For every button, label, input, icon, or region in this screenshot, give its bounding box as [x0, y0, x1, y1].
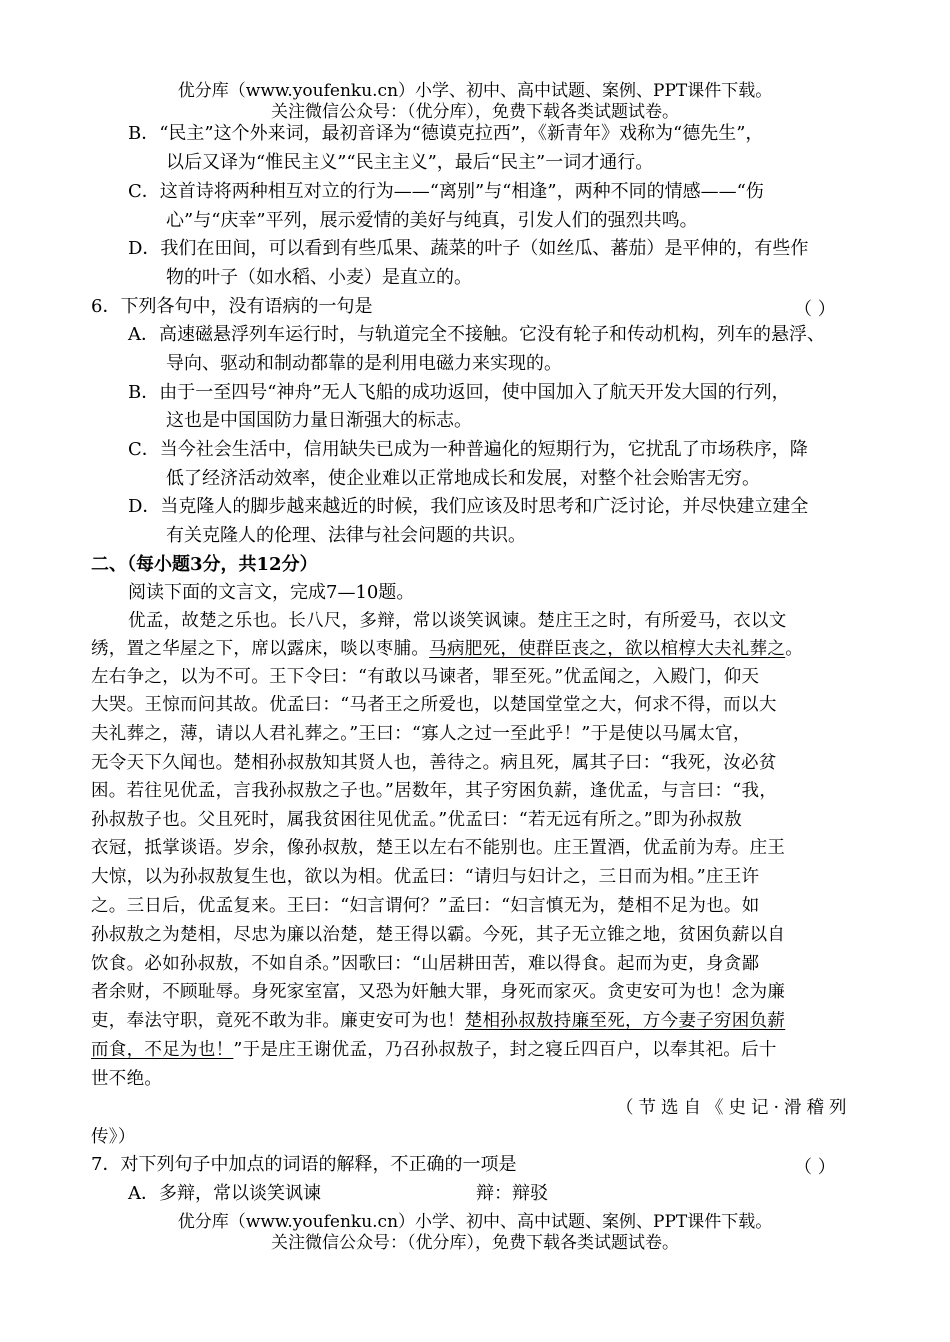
passage-line-2-text: 绣，置之华屋之下，席以露床，啖以枣脯。: [91, 639, 430, 659]
passage-line-5: 夫礼葬之，薄，请以人君礼葬之。”王曰：“寡人之过一至此乎！”于是使以马属太官，: [91, 724, 751, 744]
q5-option-d-line-2: 物的叶子（如水稻、小麦）是直立的。: [166, 267, 472, 288]
passage-line-15-text: 吏，奉法守职，竟死不敢为非。廉吏安可为也！: [91, 1011, 465, 1031]
passage-line-2: [91, 637, 803, 661]
header-line-1: 优分库（www.youfenku.cn）小学、初中、高中试题、案例、PPT课件下载。: [177, 81, 773, 101]
q7-option-a: A．多辩，常以谈笑讽谏: [128, 1183, 321, 1204]
q6-option-d-line-1: D．当克隆人的脚步越来越近的时候，我们应该及时思考和广泛讨论，并尽快建立建全: [128, 496, 809, 517]
q7-stem: 7．对下列句子中加点的词语的解释，不正确的一项是: [91, 1154, 517, 1175]
q6-option-b-line-1: B．由于一至四号“神舟”无人飞船的成功返回，使中国加入了航天开发大国的行列，: [128, 382, 790, 403]
passage-line-16: [91, 1038, 777, 1062]
q5-option-c-line-2: 心”与“庆幸”平列，展示爱情的美好与纯真，引发人们的强烈共鸣。: [166, 210, 698, 231]
q7-answer-paren: （ ）: [794, 1157, 836, 1178]
passage-line-2-end: 。: [785, 639, 804, 659]
passage-underlined-sentence-2b: 而食，不足为也！: [91, 1040, 234, 1060]
passage-line-12: 孙叔敖之为楚相，尽忠为廉以治楚，楚王得以霸。今死，其子无立锥之地，贫困负薪以自: [91, 925, 786, 945]
passage-line-11: 之。三日后，优孟复来。王曰：“妇言谓何？”孟曰：“妇言慎无为，楚相不足为也。如: [91, 896, 760, 916]
passage-source-line-1: （节选自《史记·滑稽列: [616, 1098, 852, 1118]
q6-option-a-line-1: A．高速磁悬浮列车运行时，与轨道完全不接触。它没有轮子和传动机构，列车的悬浮、: [128, 324, 825, 345]
passage-line-16-text: ”于是庄王谢优孟，乃召孙叔敖子，封之寝丘四百户，以奉其祀。后十: [233, 1040, 777, 1060]
q6-stem: 6．下列各句中，没有语病的一句是: [91, 296, 373, 317]
q6-option-a-line-2: 导向、驱动和制动都靠的是利用电磁力来实现的。: [166, 353, 562, 374]
q6-answer-paren: （ ）: [794, 299, 836, 320]
passage-line-9: 衣冠，抵掌谈语。岁余，像孙叔敖，楚王以左右不能别也。庄王置酒，优孟前为寿。庄王: [91, 838, 786, 858]
footer-line-2: 关注微信公众号：（优分库），免费下载各类试题试卷。: [271, 1233, 679, 1253]
passage-line-8: 孙叔敖子也。父且死时，属我贫困往见优孟。”优孟曰：“若无远有所之。”即为孙叔敖: [91, 810, 743, 830]
q6-option-b-line-2: 这也是中国国防力量日渐强大的标志。: [166, 410, 472, 431]
passage-underlined-sentence-1: 马病肥死，使群臣丧之，欲以棺椁大夫礼葬之: [429, 639, 786, 659]
q6-option-c-line-2: 低了经济活动效率，使企业难以正常地成长和发展，对整个社会贻害无穷。: [166, 468, 760, 489]
passage-source-line-2: 传》）: [91, 1127, 136, 1147]
q5-option-c-line-1: C．这首诗将两种相互对立的行为——“离别”与“相逢”，两种不同的情感——“伤: [128, 181, 764, 202]
q6-option-c-line-1: C．当今社会生活中，信用缺失已成为一种普遍化的短期行为，它扰乱了市场秩序，降: [128, 439, 808, 460]
footer-line-1: 优分库（www.youfenku.cn）小学、初中、高中试题、案例、PPT课件下载。: [177, 1212, 773, 1232]
q6-option-d-line-2: 有关克隆人的伦理、法律与社会问题的共识。: [166, 525, 526, 546]
passage-underlined-sentence-2a: 楚相孙叔敖持廉至死，方今妻子穷困负薪: [464, 1011, 786, 1031]
section-2-intro: 阅读下面的文言文，完成7—10题。: [128, 582, 415, 603]
passage-line-17: 世不绝。: [91, 1069, 163, 1089]
passage-line-14: 者余财，不顾耻辱。身死家室富，又恐为奸触大罪，身死而家灭。贪吏安可为也！念为廉: [91, 982, 786, 1002]
passage-line-1: 优孟，故楚之乐也。长八尺，多辩，常以谈笑讽谏。楚庄王之时，有所爱马，衣以文: [128, 611, 787, 631]
passage-line-13: 饮食。必如孙叔敖，不如自杀。”因歌曰：“山居耕田苦，难以得食。起而为吏，身贪鄙: [91, 954, 760, 974]
q5-option-b-line-2: 以后又译为“惟民主义”“民主主义”，最后“民主”一词才通行。: [166, 152, 654, 173]
passage-line-15: [91, 1009, 785, 1033]
q7-option-a-gloss: 辩：辩驳: [476, 1183, 548, 1204]
section-2-title: 二、（每小题3分，共12分）: [91, 554, 318, 575]
passage-line-10: 大惊，以为孙叔敖复生也，欲以为相。优孟曰：“请归与妇计之，三日而为相。”庄王许: [91, 867, 760, 887]
q5-option-b-line-1: B．“民主”这个外来词，最初音译为“德谟克拉西”，《新青年》戏称为“德先生”，: [128, 123, 764, 144]
q5-option-d-line-1: D．我们在田间，可以看到有些瓜果、蔬菜的叶子（如丝瓜、蕃茄）是平伸的，有些作: [128, 238, 809, 259]
passage-line-7: 困。若往见优孟，言我孙叔敖之子也。”居数年，其子穷困负薪，逢优孟，与言曰：“我，: [91, 781, 778, 801]
passage-line-3: 左右争之，以为不可。王下令曰：“有敢以马谏者，罪至死。”优孟闻之，入殿门，仰天: [91, 667, 760, 687]
passage-line-6: 无令天下久闻也。楚相孙叔敖知其贤人也，善待之。病且死，属其子曰：“我死，汝必贫: [91, 753, 777, 773]
header-line-2: 关注微信公众号：（优分库），免费下载各类试题试卷。: [271, 102, 679, 122]
passage-line-4: 大哭。王惊而问其故。优孟曰：“马者王之所爱也，以楚国堂堂之大，何求不得，而以大: [91, 695, 777, 715]
